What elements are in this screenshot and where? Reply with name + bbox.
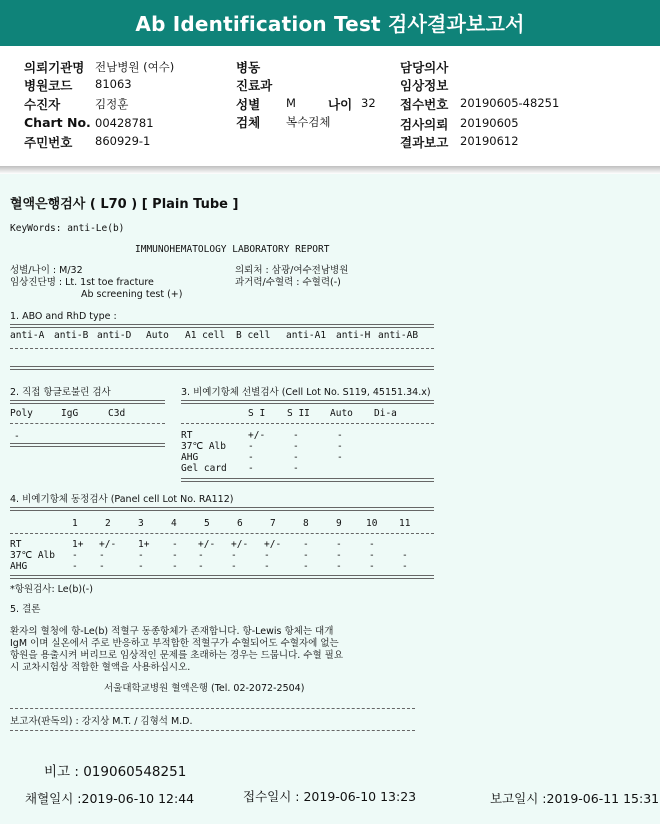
patient-name-value: 김정훈 (95, 97, 129, 111)
double-rule (181, 400, 434, 404)
single-rule (10, 533, 434, 534)
panel-cell: +/- (264, 539, 282, 550)
abo-column-header: anti-AB (378, 330, 419, 341)
screening-column-header: S I (248, 408, 266, 419)
screening-cell: +/- (248, 430, 266, 441)
abo-column-header: Auto (146, 330, 169, 341)
panel-cell: - (303, 539, 309, 550)
conclusion-line: 항원을 용출시켜 버리므로 임상적인 문제를 초래하는 경우는 드뭅니다. 수혈 필요 (10, 650, 344, 661)
panel-cell: - (303, 561, 309, 572)
hospital-value: 전남병원 (여수) (95, 60, 175, 74)
screening-cell: - (337, 441, 343, 452)
report-datetime: 보고일시 :2019-06-11 15:31 (490, 791, 660, 806)
panel-cell: - (172, 539, 178, 550)
receipt-no-value: 20190605-48251 (460, 96, 560, 110)
abo-column-header: B cell (236, 330, 271, 341)
abo-column-header: anti-B (54, 330, 89, 341)
conclusion-line: IgM 이며 실온에서 주로 반응하고 부적합한 적혈구가 수혈되어도 수혈자에 없는 (10, 638, 339, 649)
panel-cell: - (99, 561, 105, 572)
panel-cell: - (72, 561, 78, 572)
antigen-test: *항원검사: Le(b)(-) (10, 584, 93, 595)
panel-cell: 1+ (72, 539, 84, 550)
screening-cell: - (293, 441, 299, 452)
panel-column-header: 8 (303, 518, 309, 529)
panel-cell: - (336, 539, 342, 550)
specimen-label: 검체 (236, 115, 261, 130)
conclusion-line: 시 교차시험상 적합한 혈액을 사용하십시오. (10, 662, 191, 673)
panel-column-header: 6 (237, 518, 243, 529)
conclusion-line: 환자의 혈청에 항-Le(b) 적혈구 동종항체가 존재합니다. 항-Lewis 항체는 대개 (10, 626, 334, 637)
panel-cell: - (198, 561, 204, 572)
screening-row-label: 37℃ Alb (181, 441, 226, 452)
panel-cell: - (172, 550, 178, 561)
screening-cell: - (293, 452, 299, 463)
chart-no-label: Chart No. (24, 115, 91, 130)
panel-divider-shadow (0, 166, 660, 174)
receipt-datetime: 접수일시 : 2019-06-10 13:23 (243, 789, 417, 804)
panel-cell: - (172, 561, 178, 572)
report-date-value: 20190612 (460, 134, 519, 148)
double-rule (10, 366, 434, 370)
resident-no-value: 860929-1 (95, 134, 151, 148)
double-rule (10, 324, 434, 328)
age-value: 32 (361, 96, 376, 110)
dat-column-header: IgG (61, 408, 79, 419)
screening-cell: - (248, 463, 254, 474)
panel-cell: - (99, 550, 105, 561)
abo-column-header: anti-A1 (286, 330, 327, 341)
specimen-value: 복수검체 (286, 115, 331, 129)
screening-column-header: S II (287, 408, 310, 419)
panel-row-label: AHG (10, 561, 28, 572)
report-title-banner: Ab Identification Test 검사결과보고서 (0, 0, 660, 46)
panel-column-header: 1 (72, 518, 78, 529)
patient-name-label: 수진자 (24, 97, 61, 112)
abo-column-header: anti-D (97, 330, 132, 341)
panel-cell: - (369, 550, 375, 561)
screening-cell: - (248, 452, 254, 463)
reporter-line: 보고자(판독의) : 강지상 M.T. / 김형석 M.D. (10, 716, 193, 727)
panel-row-label: RT (10, 539, 22, 550)
requester-line: 의뢰처 : 삼광/여수전남병원 (235, 265, 349, 276)
clinical-info-label: 임상정보 (400, 78, 449, 93)
lab-report-body (0, 174, 660, 824)
panel-cell: - (138, 550, 144, 561)
screening-cell: - (293, 430, 299, 441)
panel-cell: - (264, 550, 270, 561)
panel-column-header: 9 (336, 518, 342, 529)
doctor-label: 담당의사 (400, 60, 449, 75)
panel-cell: - (72, 550, 78, 561)
panel-cell: - (336, 550, 342, 561)
screening-row-label: AHG (181, 452, 199, 463)
section-3-heading: 3. 비예기항체 선별검사 (Cell Lot No. S119, 45151.34.x) (181, 387, 431, 398)
remark-number: 비고 : 019060548251 (44, 764, 187, 780)
panel-column-header: 2 (105, 518, 111, 529)
panel-cell: - (336, 561, 342, 572)
blood-bank-contact: 서울대학교병원 혈액은행 (Tel. 02-2072-2504) (104, 683, 305, 694)
screening-row-label: RT (181, 430, 193, 441)
double-rule (10, 400, 165, 404)
double-rule (181, 478, 434, 482)
collection-datetime: 채혈일시 :2019-06-10 12:44 (25, 791, 195, 806)
hospital-code-label: 병원코드 (24, 78, 73, 93)
section-1-heading: 1. ABO and RhD type : (10, 311, 117, 322)
sex-label: 성별 (236, 97, 261, 112)
dat-result: - (14, 431, 20, 442)
single-rule (10, 423, 165, 424)
panel-cell: +/- (198, 539, 216, 550)
single-rule (181, 423, 434, 424)
panel-column-header: 4 (171, 518, 177, 529)
diagnosis-line: 임상진단명 : Lt. 1st toe fracture (10, 277, 154, 288)
panel-cell: +/- (231, 539, 249, 550)
panel-cell: - (231, 550, 237, 561)
panel-cell: - (369, 561, 375, 572)
panel-column-header: 7 (270, 518, 276, 529)
panel-cell: - (264, 561, 270, 572)
panel-column-header: 3 (138, 518, 144, 529)
dat-column-header: Poly (10, 408, 33, 419)
abo-column-header: anti-H (336, 330, 371, 341)
panel-cell: - (369, 539, 375, 550)
panel-column-header: 10 (366, 518, 378, 529)
screening-column-header: Auto (330, 408, 353, 419)
panel-cell: +/- (99, 539, 117, 550)
hospital-label: 의뢰기관명 (24, 60, 85, 75)
panel-cell: - (402, 561, 408, 572)
screening-cell: - (337, 430, 343, 441)
single-rule (10, 348, 434, 349)
lab-report-heading: IMMUNOHEMATOLOGY LABORATORY REPORT (135, 244, 330, 255)
screening-cell: - (337, 452, 343, 463)
keywords: KeyWords: anti-Le(b) (10, 223, 125, 234)
sex-value: M (286, 96, 296, 110)
panel-column-header: 5 (204, 518, 210, 529)
department-label: 진료과 (236, 78, 273, 93)
panel-cell: - (303, 550, 309, 561)
panel-row-label: 37℃ Alb (10, 550, 55, 561)
abo-column-header: A1 cell (185, 330, 226, 341)
chart-no-value: 00428781 (95, 116, 154, 130)
panel-column-header: 11 (399, 518, 411, 529)
resident-no-label: 주민번호 (24, 135, 73, 150)
request-date-label: 검사의뢰 (400, 117, 449, 132)
screening-row-label: Gel card (181, 463, 227, 474)
panel-cell: - (231, 561, 237, 572)
sex-age-line: 성별/나이 : M/32 (10, 265, 83, 276)
patient-info-panel (0, 46, 660, 166)
double-rule (10, 443, 165, 447)
dat-column-header: C3d (108, 408, 126, 419)
double-rule (10, 575, 434, 579)
double-rule (10, 507, 434, 511)
screening-column-header: Di-a (374, 408, 397, 419)
section-2-heading: 2. 직접 항글로불린 검사 (10, 387, 111, 398)
single-rule (10, 708, 415, 709)
screening-cell: - (293, 463, 299, 474)
ward-label: 병동 (236, 60, 261, 75)
section-5-heading: 5. 결론 (10, 604, 41, 615)
receipt-no-label: 접수번호 (400, 97, 449, 112)
transfusion-history-line: 과거력/수혈력 : 수혈력(-) (235, 277, 341, 288)
abo-column-header: anti-A (10, 330, 45, 341)
panel-cell: - (138, 561, 144, 572)
section-4-heading: 4. 비예기항체 동정검사 (Panel cell Lot No. RA112) (10, 494, 234, 505)
hospital-code-value: 81063 (95, 77, 132, 91)
test-title: 혈액은행검사 ( L70 ) [ Plain Tube ] (10, 197, 239, 212)
request-date-value: 20190605 (460, 116, 519, 130)
diagnosis-line-2: Ab screening test (+) (81, 289, 183, 300)
single-rule (10, 730, 415, 731)
panel-cell: - (402, 550, 408, 561)
report-date-label: 결과보고 (400, 135, 449, 150)
panel-cell: 1+ (138, 539, 150, 550)
age-label: 나이 (328, 97, 353, 112)
screening-cell: - (248, 441, 254, 452)
panel-cell: - (198, 550, 204, 561)
